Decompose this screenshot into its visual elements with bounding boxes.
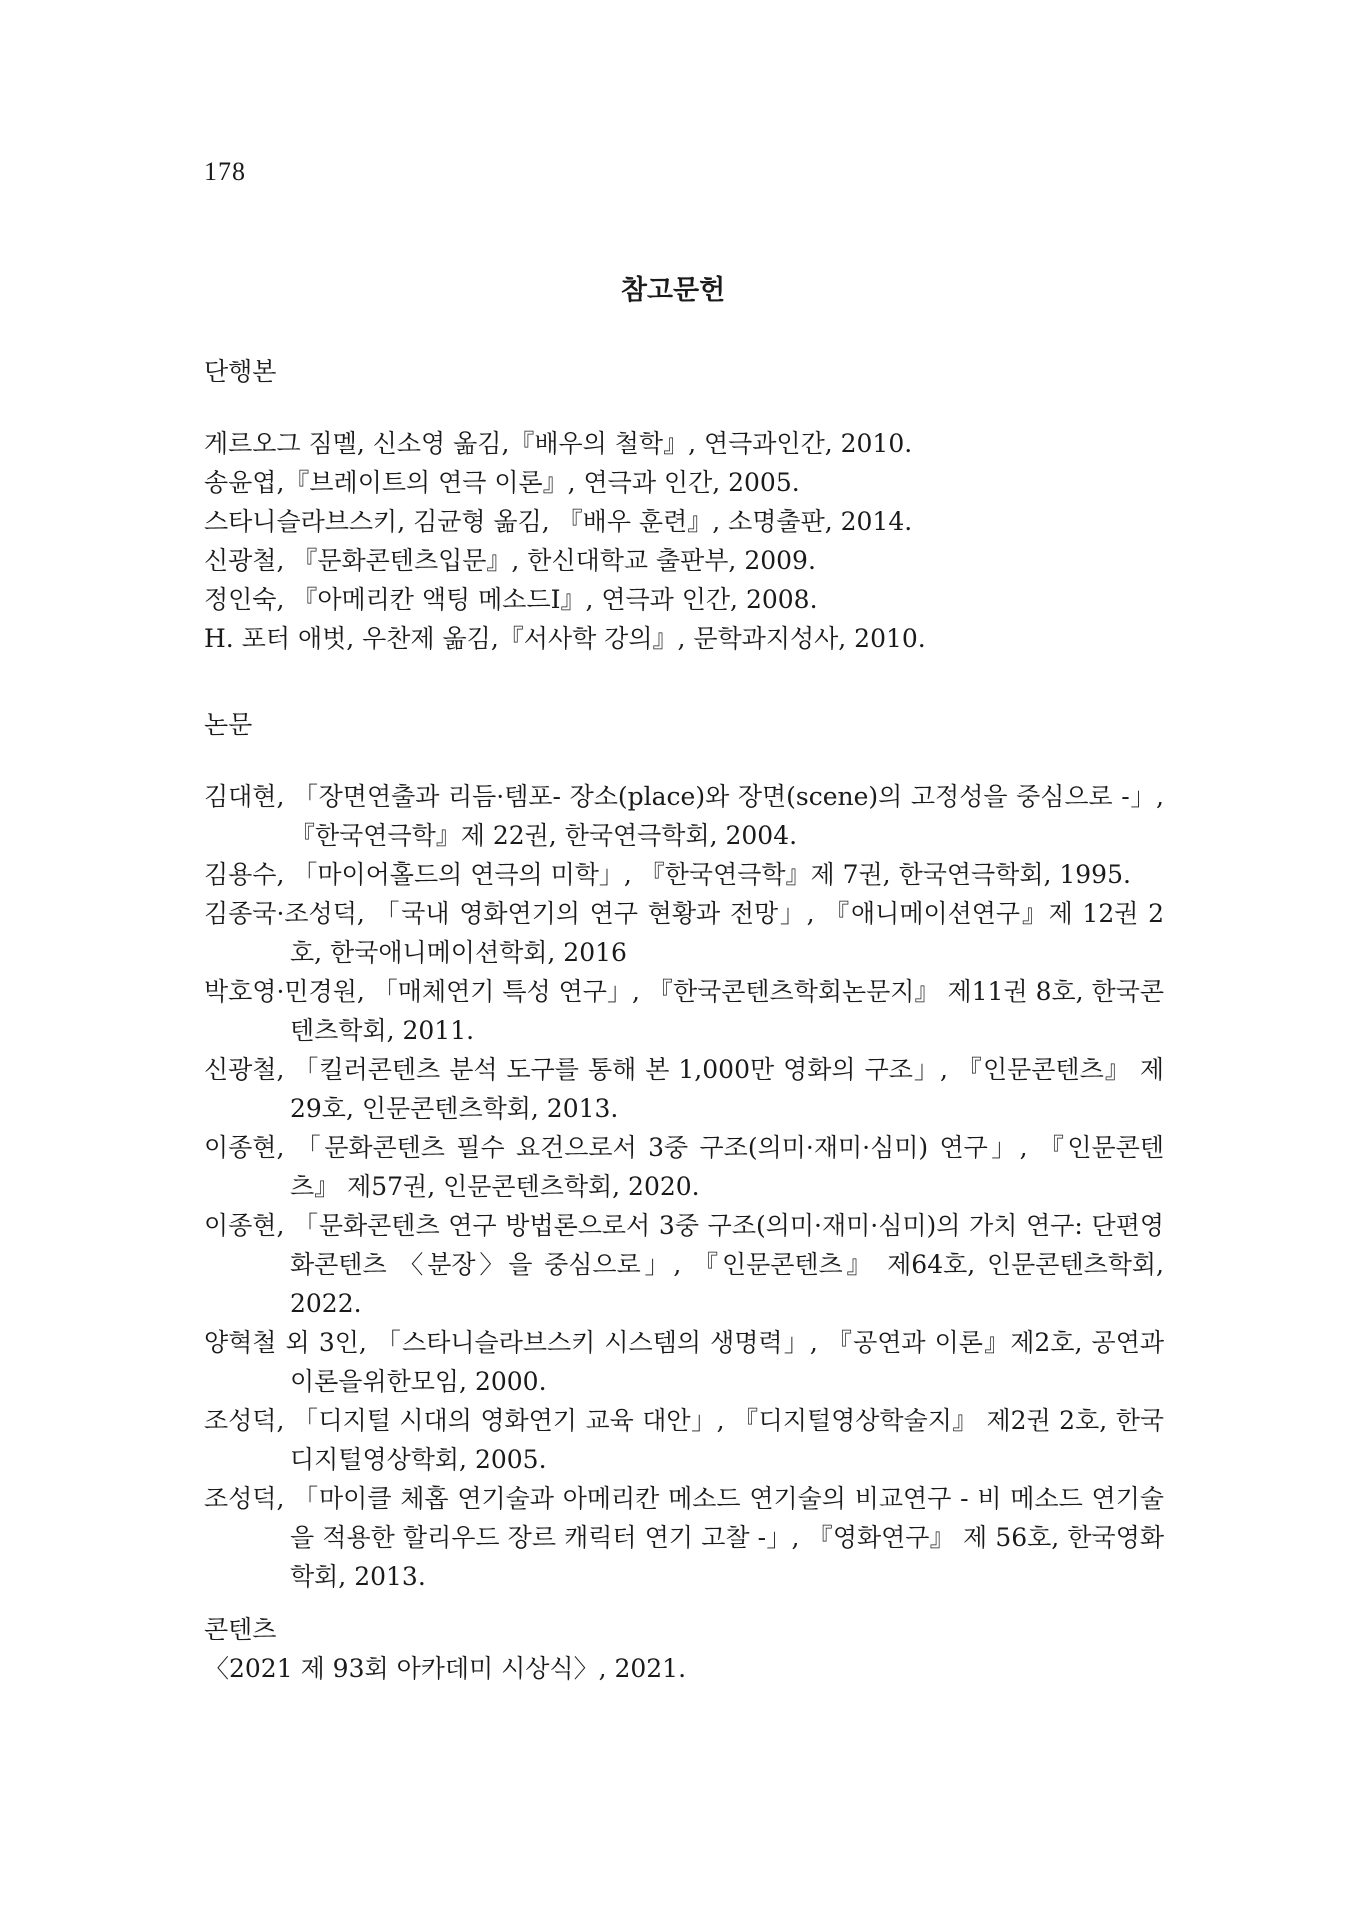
section-heading-contents: 콘텐츠 — [204, 1615, 277, 1644]
reference-item: 박호영·민경원, 「매체연기 특성 연구」, 『한국콘텐츠학회논문지』 제11권 8호, 한국콘텐츠학회, 2011. — [204, 977, 1164, 1045]
reference-item: 이종현, 「문화콘텐츠 연구 방법론으로서 3중 구조(의미·재미·심미)의 가치 연구: 단편영화콘텐츠 〈분장〉을 중심으로」, 『인문콘텐츠』 제64호, 인문콘텐츠학회, 2022. — [204, 1211, 1164, 1318]
reference-item: 〈2021 제 93회 아카데미 시상식〉, 2021. — [204, 1654, 687, 1683]
section-heading-papers: 논문 — [204, 710, 253, 739]
reference-item: 김종국·조성덕, 「국내 영화연기의 연구 현황과 전망」, 『애니메이션연구』제 12권 2호, 한국애니메이션학회, 2016 — [204, 899, 1164, 967]
reference-item: 김용수, 「마이어홀드의 연극의 미학」, 『한국연극학』제 7권, 한국연극학회, 1995. — [204, 860, 1131, 889]
reference-item: 신광철, 『문화콘텐츠입문』, 한신대학교 출판부, 2009. — [204, 546, 816, 575]
reference-item: 김대현, 「장면연출과 리듬·템포- 장소(place)와 장면(scene)의 고정성을 중심으로 -」, 『한국연극학』제 22권, 한국연극학회, 2004. — [204, 782, 1164, 850]
reference-item: 조성덕, 「디지털 시대의 영화연기 교육 대안」, 『디지털영상학술지』 제2권 2호, 한국디지털영상학회, 2005. — [204, 1406, 1164, 1474]
papers-reference-list — [204, 777, 1164, 1596]
reference-item: 스타니슬라브스키, 김균형 옮김, 『배우 훈련』, 소명출판, 2014. — [204, 507, 913, 536]
reference-item: 정인숙, 『아메리칸 액팅 메소드Ⅰ』, 연극과 인간, 2008. — [204, 585, 818, 614]
reference-item: 신광철, 「킬러콘텐츠 분석 도구를 통해 본 1,000만 영화의 구조」, 『인문콘텐츠』 제29호, 인문콘텐츠학회, 2013. — [204, 1055, 1164, 1123]
reference-item: 게르오그 짐멜, 신소영 옮김,『배우의 철학』, 연극과인간, 2010. — [204, 429, 913, 458]
section-heading-books: 단행본 — [204, 357, 277, 386]
books-reference-list — [204, 424, 1164, 658]
reference-item: 이종현, 「문화콘텐츠 필수 요건으로서 3중 구조(의미·재미·심미) 연구」, 『인문콘텐츠』 제57권, 인문콘텐츠학회, 2020. — [204, 1133, 1164, 1201]
reference-item: 양혁철 외 3인, 「스타니슬라브스키 시스템의 생명력」, 『공연과 이론』제2호, 공연과이론을위한모임, 2000. — [204, 1328, 1164, 1396]
reference-item: 조성덕, 「마이클 체홉 연기술과 아메리칸 메소드 연기술의 비교연구 - 비 메소드 연기술을 적용한 할리우드 장르 캐릭터 연기 고찰 -」, 『영화연구』 제 56호, 한국영화학회, 2013. — [204, 1484, 1164, 1591]
page-number: 178 — [204, 157, 246, 186]
page-title: 참고문헌 — [620, 275, 726, 306]
reference-item: 송윤엽,『브레이트의 연극 이론』, 연극과 인간, 2005. — [204, 468, 800, 497]
contents-reference-list — [204, 1649, 1164, 1688]
reference-item: H. 포터 애벗, 우찬제 옮김,『서사학 강의』, 문학과지성사, 2010. — [204, 624, 926, 653]
